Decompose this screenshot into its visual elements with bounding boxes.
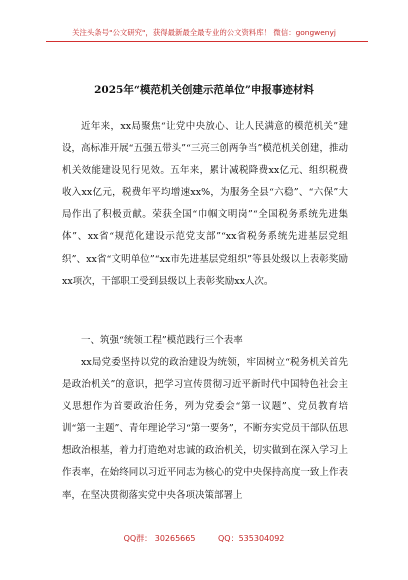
paragraph-intro: 近年来，xx局聚焦“让党中央放心、让人民满意的模范机关”建设，高标准开展“五强五带头”“三亮三创两争当”模范机关创建，推动机关效能建设见行见效。五年来，累计减税降费xx亿元、组织税费收入xx亿元，税费年平均增速xx%，为服务全县“六稳”、“六保”大局作出了积极贡献。荣获全国“巾帼文明岗”“全国税务系统先进集体”、xx省“规范化建设示范党支部”“xx省税务系统先进基层党组织”、xx省“文明单位”“xx市先进基层党组织”等县处级以上表彰奖励xx项次，干部职工受到县级以上表彰奖励xx人次。 — [62, 121, 348, 287]
section-heading: 一、筑强“统领工程”模范践行三个表率 — [81, 335, 243, 346]
header-divider — [46, 41, 368, 42]
footer-qq: QQ：535304092 — [218, 534, 285, 543]
footer-qq-group: QQ群： 30265665 — [123, 534, 196, 543]
header-note: 关注头条号"公文研究"，获得最新最全最专业的公文资料库！ 微信：gongwenyj — [72, 28, 336, 37]
paragraph-section-1: xx局党委坚持以党的政治建设为统领，牢固树立“税务机关首先是政治机关”的意识，把学习宣传贯彻习近平新时代中国特色社会主义思想作为首要政治任务，列为党委会“第一议题”、党员教育培训“第一主题”、青年理论学习“第一要务”，不断夯实党员干部队伍思想政治根基，着力打造绝对忠诚的政治机关，切实做到在深入学习上作表率，在始终同以习近平同志为核心的党中央保持高度一致上作表率，在坚决贯彻落实党中央各项决策部署上 — [62, 357, 348, 501]
document-title: 2025年“模范机关创建示范单位”申报事迹材料 — [94, 84, 314, 96]
footer-contact — [0, 533, 408, 544]
